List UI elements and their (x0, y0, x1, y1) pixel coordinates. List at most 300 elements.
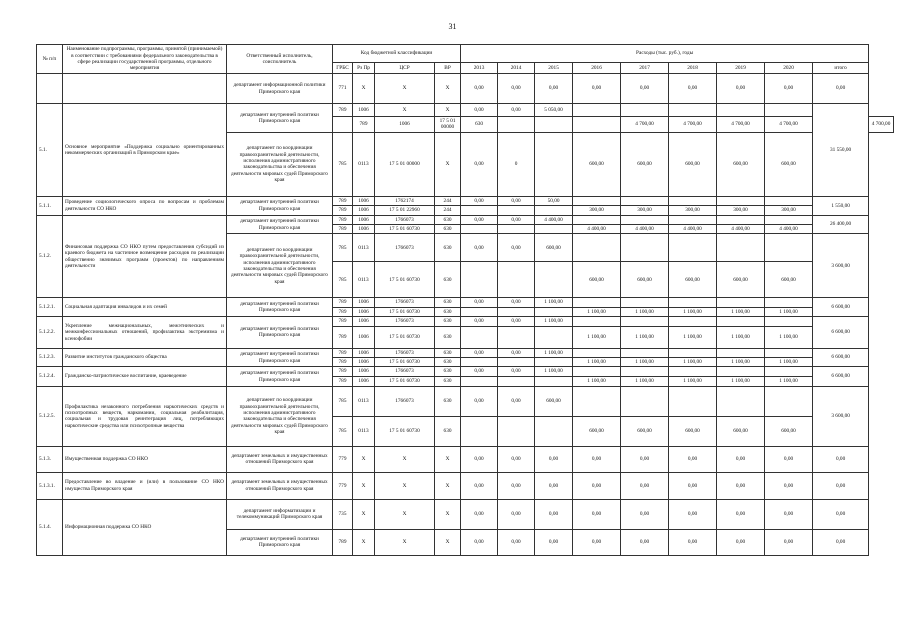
row-year-2018 (669, 104, 717, 117)
row-csr: 17 5 01 60730 (375, 376, 435, 386)
row-number: 5.1.2. (37, 215, 63, 298)
row-vr: 630 (435, 376, 461, 386)
row-year-2013 (461, 358, 498, 367)
row-year-2020: 600,00 (765, 132, 813, 196)
row-rzpr: 0113 (353, 386, 375, 416)
row-year-2018 (669, 234, 717, 262)
row-year-2016 (573, 234, 621, 262)
row-name: Гражданско-патриотическое воспитание, краеведение (63, 367, 227, 386)
row-year-2019: 0,00 (717, 74, 765, 104)
row-csr: 1766073 (375, 298, 435, 307)
row-year-2014 (498, 358, 535, 367)
table-row (37, 317, 894, 326)
row-year-2016: 0,00 (573, 446, 621, 472)
row-csr: Х (375, 499, 435, 529)
row-year-2017: 600,00 (621, 132, 669, 196)
row-year-2013: 0,00 (461, 446, 498, 472)
row-year-2015 (535, 358, 573, 367)
row-responsible: департамент земельных и имущественных отношений Приморского края (227, 446, 333, 472)
table-row (37, 215, 894, 224)
row-year-2020: 1 100,00 (765, 358, 813, 367)
header-year-2019: 2019 (717, 63, 765, 74)
table-row (37, 196, 894, 205)
row-year-2018: 0,00 (669, 472, 717, 499)
row-year-2013 (461, 326, 498, 348)
row-grbs: 771 (333, 74, 353, 104)
row-rzpr: 1006 (353, 358, 375, 367)
row-grbs: 789 (333, 317, 353, 326)
row-total: 31 550,00 (813, 104, 869, 197)
row-year-2014: 0,00 (498, 472, 535, 499)
row-total: 6 600,00 (813, 348, 869, 367)
row-csr: 17 5 01 00000 (375, 132, 435, 196)
row-year-2014 (498, 326, 535, 348)
row-rzpr: 0113 (353, 416, 375, 446)
row-total: 0,00 (813, 529, 869, 555)
row-vr: 630 (435, 317, 461, 326)
row-grbs: 735 (333, 499, 353, 529)
row-name: Укрепление межнациональных, межэтнических и межконфессиональных отношений, профилактика экстремизма и ксенофобии (63, 317, 227, 348)
row-total: 26 400,00 (813, 215, 869, 234)
row-year-2016 (573, 196, 621, 205)
row-total: 0,00 (813, 446, 869, 472)
row-year-2016: 1 100,00 (573, 376, 621, 386)
row-number: 5.1.2.4. (37, 367, 63, 386)
row-year-2015 (535, 307, 573, 316)
row-csr: 17 5 01 22960 (375, 206, 435, 215)
row-year-2013: 0,00 (461, 104, 498, 117)
row-year-2019 (717, 234, 765, 262)
row-year-2019 (717, 298, 765, 307)
row-total: 3 600,00 (813, 386, 869, 446)
table-body (37, 74, 894, 556)
row-rzpr: 1006 (353, 307, 375, 316)
row-year-2015: 1 100,00 (535, 367, 573, 376)
row-year-2020: 0,00 (765, 472, 813, 499)
row-csr: Х (375, 529, 435, 555)
row-year-2019: 0,00 (717, 472, 765, 499)
row-year-2013 (461, 262, 498, 298)
row-year-2014: 0,00 (498, 348, 535, 357)
row-year-2017: 0,00 (621, 499, 669, 529)
row-responsible: департамент внутренней политики Приморского края (227, 196, 333, 215)
header-responsible: Ответственный исполнитель, соисполнитель (227, 45, 333, 74)
row-rzpr: 1006 (353, 376, 375, 386)
row-grbs: 789 (333, 104, 353, 117)
row-year-2019: 600,00 (717, 416, 765, 446)
row-year-2019 (717, 215, 765, 224)
row-year-2016: 1 100,00 (573, 326, 621, 348)
row-year-2017 (621, 215, 669, 224)
row-vr: Х (435, 74, 461, 104)
row-rzpr: 1006 (353, 206, 375, 215)
row-year-2020: 0,00 (765, 499, 813, 529)
table-row (37, 499, 894, 529)
header-year-2014: 2014 (498, 63, 535, 74)
row-year-2016 (573, 317, 621, 326)
row-year-2020: 600,00 (765, 416, 813, 446)
row-year-2018 (669, 386, 717, 416)
row-grbs: 785 (333, 132, 353, 196)
row-csr: 1766073 (375, 386, 435, 416)
row-year-2014 (535, 117, 573, 133)
row-year-2014: 0,00 (498, 317, 535, 326)
row-responsible: департамент внутренней политики Приморского края (227, 529, 333, 555)
row-year-2017 (621, 386, 669, 416)
row-csr: 1766073 (375, 317, 435, 326)
row-rzpr: 0113 (353, 234, 375, 262)
row-rzpr: 0113 (353, 262, 375, 298)
row-year-2013: 0,00 (461, 499, 498, 529)
table-row (37, 348, 894, 357)
row-csr: 1766073 (375, 234, 435, 262)
row-name: Основное мероприятие «Поддержка социально ориентированных некоммерческих организаций в Приморском крае» (63, 104, 227, 197)
row-year-2018: 1 100,00 (669, 307, 717, 316)
row-rzpr: 1006 (353, 326, 375, 348)
row-year-2019: 4 400,00 (717, 225, 765, 234)
row-year-2016: 0,00 (573, 472, 621, 499)
row-year-2020: 300,00 (765, 206, 813, 215)
row-year-2014: 0,00 (498, 499, 535, 529)
row-year-2016 (573, 215, 621, 224)
row-grbs: 789 (333, 206, 353, 215)
row-vr: 630 (435, 215, 461, 224)
row-csr: 17 5 01 60730 (375, 262, 435, 298)
row-year-2015 (535, 225, 573, 234)
row-year-2017 (621, 104, 669, 117)
row-year-2020: 0,00 (765, 529, 813, 555)
row-year-2017 (621, 298, 669, 307)
row-year-2018: 0,00 (669, 74, 717, 104)
row-year-2017: 1 100,00 (621, 326, 669, 348)
row-year-2013: 0,00 (461, 317, 498, 326)
row-year-2016: 600,00 (573, 416, 621, 446)
header-year-2016: 2016 (573, 63, 621, 74)
row-number: 5.1.4. (37, 499, 63, 555)
row-year-2020 (765, 348, 813, 357)
row-vr: Х (435, 446, 461, 472)
row-number: 5.1.2.5. (37, 386, 63, 446)
row-year-2019: 0,00 (717, 446, 765, 472)
row-grbs: 789 (353, 117, 375, 133)
row-year-2015: 1 100,00 (535, 348, 573, 357)
row-grbs: 779 (333, 472, 353, 499)
row-name: Информационная поддержка СО НКО (63, 499, 227, 555)
row-year-2017: 4 400,00 (621, 225, 669, 234)
row-year-2020 (765, 317, 813, 326)
row-year-2013: 0,00 (461, 298, 498, 307)
row-responsible: департамент по координации правоохранительной деятельности, исполнения административного законодательства и обеспечения деятельности мировых судей Приморского края (227, 132, 333, 196)
row-year-2014: 0,00 (498, 234, 535, 262)
row-year-2014: 0,00 (498, 74, 535, 104)
row-vr: 630 (435, 262, 461, 298)
header-num: № п/п (37, 45, 63, 74)
row-year-2017 (621, 367, 669, 376)
row-year-2018: 0,00 (669, 529, 717, 555)
row-rzpr: Х (353, 499, 375, 529)
row-year-2013: 0,00 (461, 367, 498, 376)
row-year-2015: 0,00 (535, 74, 573, 104)
row-vr: 630 (435, 386, 461, 416)
row-total: 0,00 (813, 472, 869, 499)
row-grbs: 789 (333, 326, 353, 348)
row-vr: Х (435, 104, 461, 117)
row-year-2015 (535, 206, 573, 215)
row-number: 5.1.3.1. (37, 472, 63, 499)
row-csr: Х (375, 446, 435, 472)
row-year-2014: 0 (498, 132, 535, 196)
row-year-2017 (621, 234, 669, 262)
row-year-2019: 0,00 (717, 529, 765, 555)
row-year-2018 (669, 298, 717, 307)
row-year-2017: 300,00 (621, 206, 669, 215)
row-grbs: 789 (333, 367, 353, 376)
row-grbs: 785 (333, 386, 353, 416)
table-row (37, 104, 894, 117)
row-year-2014: 0,00 (498, 298, 535, 307)
header-year-2013: 2013 (461, 63, 498, 74)
row-year-2018: 0,00 (669, 499, 717, 529)
row-year-2016 (573, 348, 621, 357)
row-number: 5.1. (37, 104, 63, 197)
row-year-2014: 0,00 (498, 367, 535, 376)
row-year-2016: 600,00 (573, 132, 621, 196)
row-vr: 630 (435, 348, 461, 357)
row-year-2016 (573, 298, 621, 307)
row-year-2016: 4 400,00 (573, 225, 621, 234)
row-year-2020: 4 700,00 (869, 117, 894, 133)
row-year-2015: 0,00 (535, 499, 573, 529)
row-year-2015: 0,00 (535, 472, 573, 499)
row-grbs: 789 (333, 225, 353, 234)
row-year-2018 (669, 317, 717, 326)
row-year-2018 (669, 196, 717, 205)
row-year-2017: 1 100,00 (621, 358, 669, 367)
row-number: 5.1.2.2. (37, 317, 63, 348)
row-year-2020 (765, 298, 813, 307)
page-number: 31 (448, 22, 457, 31)
row-rzpr: 1006 (353, 196, 375, 205)
row-year-2017 (621, 348, 669, 357)
row-name: Предоставление во владение и (или) в пользование СО НКО имущества Приморского края (63, 472, 227, 499)
row-year-2013: 0,00 (461, 386, 498, 416)
row-grbs: 779 (333, 446, 353, 472)
row-name: Проведение социологического опроса по вопросам и проблемам деятельности СО НКО (63, 196, 227, 215)
row-year-2013 (461, 376, 498, 386)
row-year-2020: 1 100,00 (765, 376, 813, 386)
row-total: 6 600,00 (813, 317, 869, 348)
header-year-2020: 2020 (765, 63, 813, 74)
row-number: 5.1.2.3. (37, 348, 63, 367)
row-year-2019: 300,00 (717, 206, 765, 215)
row-name: Финансовая поддержка СО НКО путем предоставления субсидий из краевого бюджета на частичное возмещение расходов по реализации общественно значимых программ (проектов) по направлениям деятельности (63, 215, 227, 298)
row-name: Профилактика незаконного потребления наркотических средств и психотропных веществ, наркомании, социальная реабилитация, социальная и трудовая реинтеграция лиц, потребляющих наркотические средства или психотропные вещества (63, 386, 227, 446)
row-csr: 1766073 (375, 215, 435, 224)
row-year-2017: 1 100,00 (621, 376, 669, 386)
row-year-2018: 600,00 (669, 132, 717, 196)
row-year-2017: 0,00 (621, 472, 669, 499)
row-total: 0,00 (813, 74, 869, 104)
row-year-2020: 0,00 (765, 74, 813, 104)
row-name: Социальная адаптация инвалидов и их семей (63, 298, 227, 317)
row-year-2015 (573, 117, 621, 133)
row-grbs: 789 (333, 215, 353, 224)
row-year-2013 (498, 117, 535, 133)
row-vr: 630 (435, 358, 461, 367)
row-year-2016: 1 100,00 (573, 358, 621, 367)
row-year-2015: 600,00 (535, 234, 573, 262)
row-year-2015 (535, 376, 573, 386)
row-responsible (333, 117, 353, 133)
row-csr: 1766073 (375, 367, 435, 376)
row-year-2016: 0,00 (573, 529, 621, 555)
row-grbs: 789 (333, 196, 353, 205)
row-responsible: департамент информационной политики Приморского края (227, 74, 333, 104)
row-year-2020 (765, 367, 813, 376)
row-year-2015: 0,00 (535, 446, 573, 472)
row-grbs: 789 (333, 529, 353, 555)
table-row (37, 472, 894, 499)
row-number: 5.1.1. (37, 196, 63, 215)
row-year-2014 (498, 416, 535, 446)
row-year-2014: 0,00 (498, 104, 535, 117)
row-csr: Х (375, 74, 435, 104)
row-year-2019: 600,00 (717, 132, 765, 196)
table-row (37, 386, 894, 416)
row-year-2014: 0,00 (498, 446, 535, 472)
row-year-2018: 1 100,00 (669, 358, 717, 367)
header-code-1: Рз Пр (353, 63, 375, 74)
row-year-2014 (498, 307, 535, 316)
row-responsible: департамент внутренней политики Приморского края (227, 104, 333, 133)
row-year-2015: 50,00 (535, 196, 573, 205)
row-year-2014 (498, 262, 535, 298)
row-responsible: департамент внутренней политики Приморского края (227, 348, 333, 367)
table-row (37, 367, 894, 376)
header-code-3: ВР (435, 63, 461, 74)
row-rzpr: 1006 (353, 317, 375, 326)
row-year-2017: 600,00 (621, 416, 669, 446)
row-year-2019: 1 100,00 (717, 326, 765, 348)
row-grbs: 789 (333, 376, 353, 386)
row-year-2013 (461, 206, 498, 215)
row-year-2013: 0,00 (461, 472, 498, 499)
row-total: 1 550,00 (813, 196, 869, 215)
row-year-2015: 5 050,00 (535, 104, 573, 117)
row-rzpr: 1006 (353, 225, 375, 234)
row-vr: 630 (435, 225, 461, 234)
row-rzpr: 1006 (353, 298, 375, 307)
row-year-2015 (535, 326, 573, 348)
row-year-2015 (535, 132, 573, 196)
row-year-2013: 0,00 (461, 74, 498, 104)
row-year-2015: 1 100,00 (535, 298, 573, 307)
row-year-2017: 0,00 (621, 446, 669, 472)
row-year-2014: 0,00 (498, 386, 535, 416)
row-vr: 630 (435, 326, 461, 348)
row-year-2016: 1 100,00 (573, 307, 621, 316)
row-number: 5.1.3. (37, 446, 63, 472)
row-year-2013: 0,00 (461, 529, 498, 555)
row-total: 6 600,00 (813, 367, 869, 386)
row-year-2018: 1 100,00 (669, 376, 717, 386)
row-year-2019: 600,00 (717, 262, 765, 298)
row-grbs: 789 (333, 298, 353, 307)
header-year-2017: 2017 (621, 63, 669, 74)
row-vr: 630 (435, 234, 461, 262)
row-year-2017: 0,00 (621, 529, 669, 555)
header-budget-code: Код бюджетной классификации (333, 45, 461, 63)
row-year-2013 (461, 307, 498, 316)
row-year-2018: 600,00 (669, 262, 717, 298)
row-year-2018 (669, 348, 717, 357)
row-rzpr: Х (353, 529, 375, 555)
row-total: 3 600,00 (813, 234, 869, 298)
row-year-2014 (498, 225, 535, 234)
row-year-2013: 0,00 (461, 234, 498, 262)
row-year-2019: 1 100,00 (717, 358, 765, 367)
row-rzpr: 1006 (353, 215, 375, 224)
row-rzpr: 1006 (353, 367, 375, 376)
row-year-2015: 1 100,00 (535, 317, 573, 326)
row-vr: 630 (435, 416, 461, 446)
row-grbs: 789 (333, 348, 353, 357)
row-vr: 630 (435, 298, 461, 307)
row-year-2013: 0,00 (461, 132, 498, 196)
row-name: Развитие институтов гражданского общества (63, 348, 227, 367)
row-year-2019: 4 700,00 (765, 117, 813, 133)
row-year-2019 (717, 317, 765, 326)
row-year-2014 (498, 206, 535, 215)
row-grbs: 785 (333, 234, 353, 262)
row-year-2020 (765, 386, 813, 416)
row-number (37, 74, 63, 104)
row-year-2016: 300,00 (573, 206, 621, 215)
row-csr: 17 5 01 00000 (435, 117, 461, 133)
row-year-2016 (573, 386, 621, 416)
row-year-2014: 0,00 (498, 215, 535, 224)
row-year-2013 (461, 416, 498, 446)
row-year-2020 (765, 234, 813, 262)
row-vr: 630 (435, 307, 461, 316)
row-year-2019 (717, 367, 765, 376)
row-year-2020 (765, 215, 813, 224)
row-year-2016: 0,00 (573, 74, 621, 104)
row-rzpr: 1006 (353, 348, 375, 357)
row-year-2018: 4 700,00 (717, 117, 765, 133)
row-year-2020: 1 100,00 (765, 307, 813, 316)
row-year-2018: 4 400,00 (669, 225, 717, 234)
row-csr: Х (375, 472, 435, 499)
row-year-2018: 600,00 (669, 416, 717, 446)
row-csr: Х (375, 104, 435, 117)
row-year-2017 (621, 196, 669, 205)
row-responsible: департамент внутренней политики Приморского края (227, 367, 333, 386)
row-year-2018: 0,00 (669, 446, 717, 472)
row-year-2014 (498, 376, 535, 386)
row-year-2019 (717, 104, 765, 117)
row-vr: Х (435, 132, 461, 196)
row-total: 0,00 (813, 499, 869, 529)
row-vr: 244 (435, 196, 461, 205)
row-year-2020: 4 400,00 (765, 225, 813, 234)
row-year-2020: 0,00 (765, 446, 813, 472)
header-code-2: ЦСР (375, 63, 435, 74)
row-vr: Х (435, 472, 461, 499)
row-responsible: департамент земельных и имущественных отношений Приморского края (227, 472, 333, 499)
row-year-2017: 4 700,00 (669, 117, 717, 133)
row-year-2016: 600,00 (573, 262, 621, 298)
